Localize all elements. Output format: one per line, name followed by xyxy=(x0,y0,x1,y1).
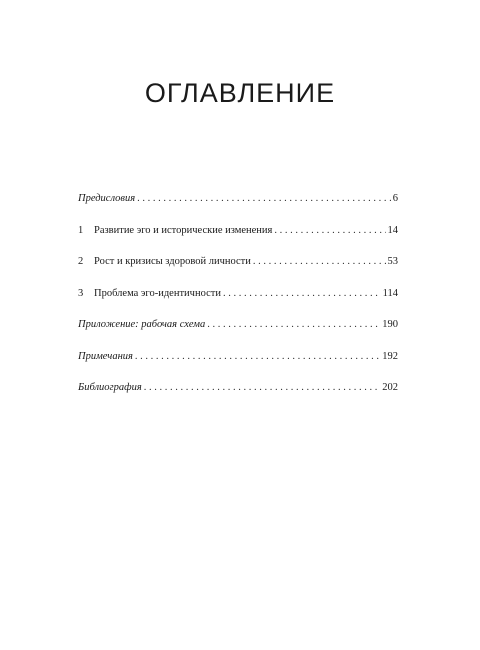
toc-entry-page: 192 xyxy=(382,350,398,362)
toc-entry-prefaces xyxy=(78,191,398,207)
toc-leader-dots xyxy=(223,286,381,302)
toc-entry-label: Проблема эго-идентичности xyxy=(94,287,221,299)
toc-entry-bibliography xyxy=(78,380,398,396)
toc-entry-label: Развитие эго и исторические изменения xyxy=(94,224,273,236)
toc-entry-chapter-3 xyxy=(78,286,398,302)
toc-entry-page: 202 xyxy=(382,382,398,393)
toc-entry-chapter-2 xyxy=(78,254,398,270)
toc-entry-appendix xyxy=(78,317,398,333)
toc-leader-dots xyxy=(253,254,386,270)
toc-entry-chapter-1 xyxy=(78,223,398,239)
toc-entry-label: Примечания xyxy=(78,350,133,362)
toc-leader-dots xyxy=(144,380,381,396)
toc-entry-number: 2 xyxy=(78,256,84,267)
toc-leader-dots xyxy=(207,317,380,333)
toc-entry-page: 14 xyxy=(387,224,398,236)
toc-leader-dots xyxy=(135,349,380,365)
toc-entry-notes xyxy=(78,349,398,365)
toc-entry-label: Приложение: рабочая схема xyxy=(78,319,206,330)
toc-entry-page: 53 xyxy=(387,256,398,267)
toc-entry-number: 3 xyxy=(78,287,84,299)
page-title: ОГЛАВЛЕНИЕ xyxy=(144,78,336,108)
toc-entry-page: 6 xyxy=(392,193,398,204)
toc-leader-dots xyxy=(137,191,391,207)
toc-entry-label: Предисловия xyxy=(78,193,136,204)
toc-entry-page: 190 xyxy=(382,319,398,330)
toc-entry-label: Библиография xyxy=(78,382,142,393)
toc-entry-label: Рост и кризисы здоровой личности xyxy=(94,256,251,267)
table-of-contents xyxy=(78,191,398,412)
toc-leader-dots xyxy=(274,223,385,239)
toc-entry-number: 1 xyxy=(78,224,84,236)
toc-entry-page: 114 xyxy=(382,287,398,299)
